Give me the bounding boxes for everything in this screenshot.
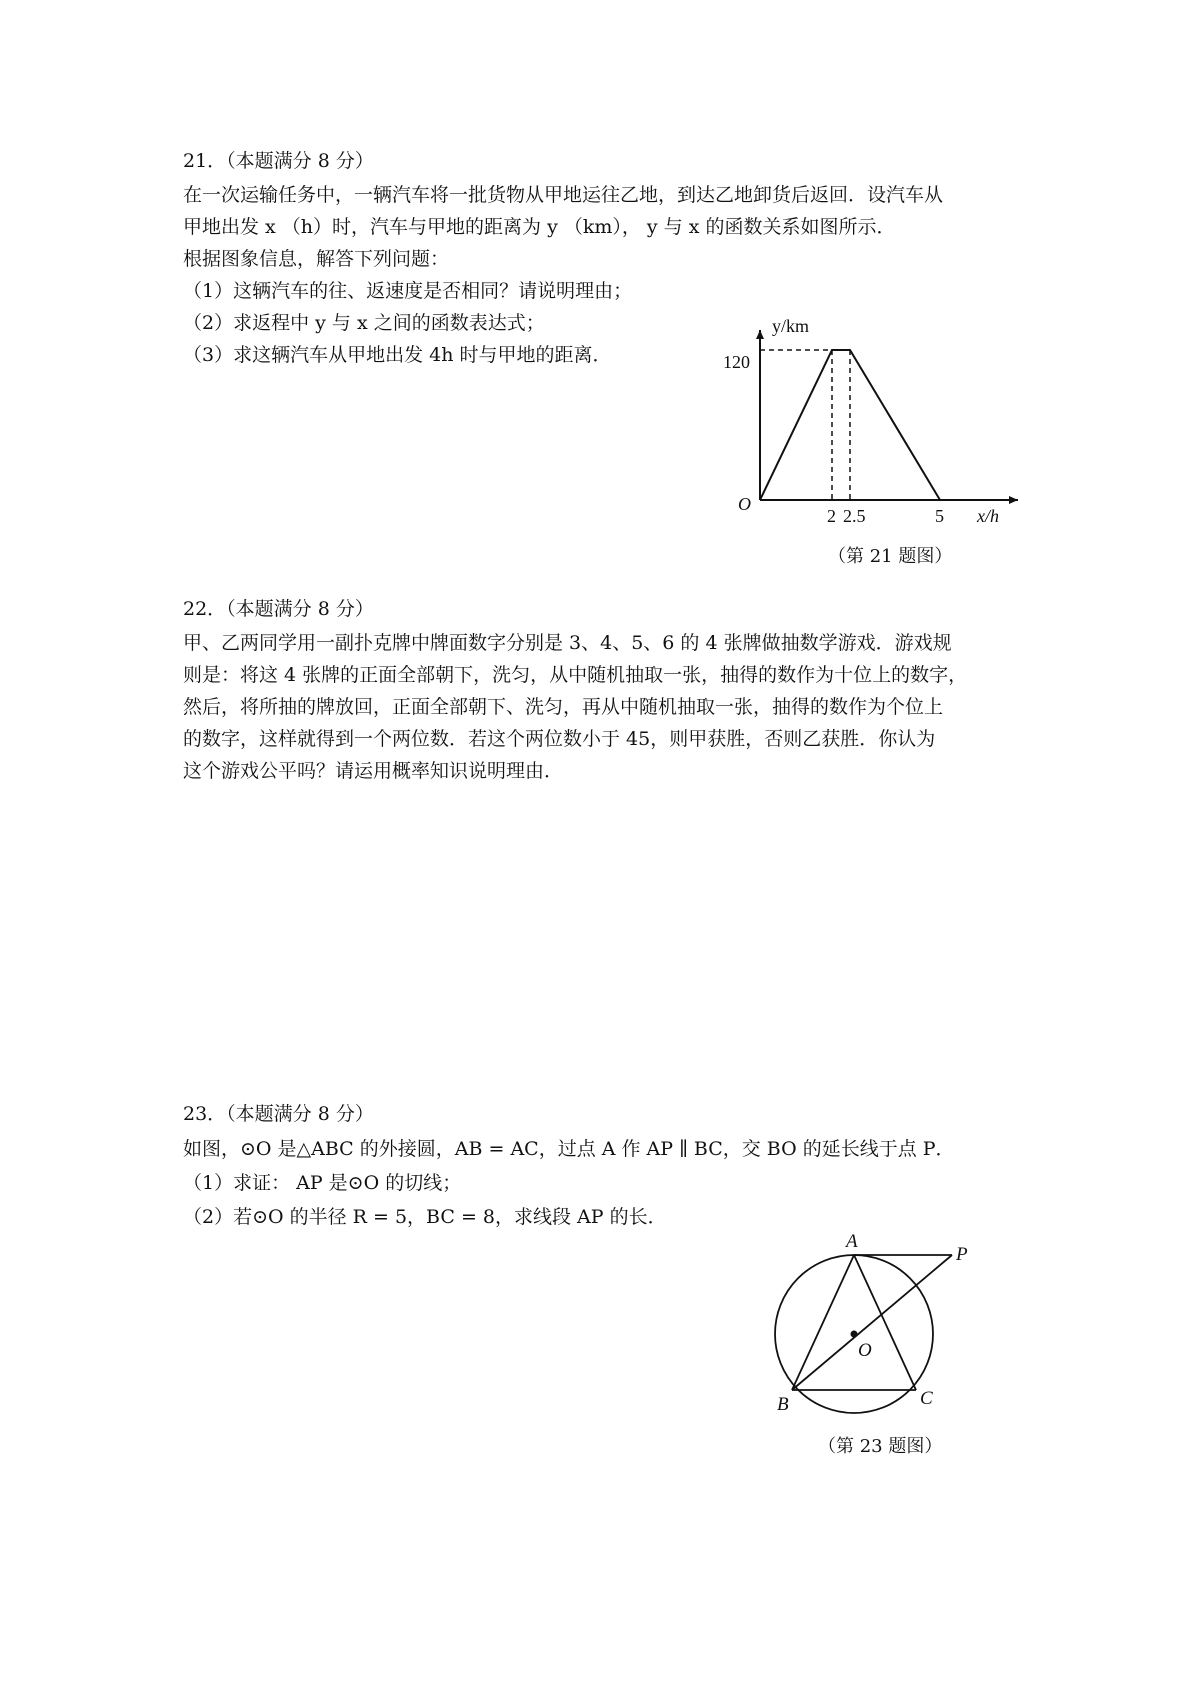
label-b: B: [777, 1394, 789, 1415]
x-tick-label-2: 2: [827, 506, 836, 526]
figure-23-diagram: [760, 1230, 1000, 1420]
question-22-line-5: 这个游戏公平吗？请运用概率知识说明理由．: [183, 760, 564, 782]
question-21-line-3: 根据图象信息，解答下列问题：: [183, 248, 450, 270]
question-21-line-1: 在一次运输任务中，一辆汽车将一批货物从甲地运往乙地，到达乙地卸货后返回．设汽车从: [183, 184, 944, 206]
center-point-o: [851, 1331, 858, 1338]
x-tick-label-2.5: 2.5: [843, 506, 866, 526]
question-23-part-1: （1）求证： AP 是⊙O 的切线；: [183, 1172, 462, 1194]
question-22-heading: 22．（本题满分 8 分）: [183, 598, 374, 620]
question-23-heading: 23．（本题满分 8 分）: [183, 1103, 374, 1125]
question-23-part-2: （2）若⊙O 的半径 R = 5，BC = 8，求线段 AP 的长．: [183, 1206, 667, 1228]
x-tick-label-5: 5: [935, 506, 944, 526]
question-22-line-4: 的数字，这样就得到一个两位数．若这个两位数小于 45，则甲获胜，否则乙获胜．你认为: [183, 728, 936, 750]
label-p: P: [956, 1244, 968, 1265]
question-21-part-3: （3）求这辆汽车从甲地出发 4h 时与甲地的距离．: [183, 344, 612, 366]
question-22-line-2: 则是：将这 4 张牌的正面全部朝下，洗匀，从中随机抽取一张，抽得的数作为十位上的数字，: [183, 664, 968, 686]
label-o: O: [858, 1340, 872, 1361]
question-21-part-2: （2）求返程中 y 与 x 之间的函数表达式；: [183, 312, 545, 334]
x-axis-label: x/h: [977, 506, 999, 526]
question-21-line-2: 甲地出发 x （h）时，汽车与甲地的距离为 y （km）， y 与 x 的函数关系如图所示．: [183, 216, 896, 238]
question-22-line-1: 甲、乙两同学用一副扑克牌中牌面数字分别是 3、4、5、6 的 4 张牌做抽数学游戏．游戏规: [183, 632, 952, 654]
question-21-heading: 21．（本题满分 8 分）: [183, 150, 374, 172]
question-21-part-1: （1）这辆汽车的往、返速度是否相同？请说明理由；: [183, 280, 633, 302]
y-tick-label-120: 120: [723, 352, 750, 372]
figure-21-caption: （第 21 题图）: [828, 546, 953, 567]
label-a: A: [846, 1231, 858, 1252]
y-axis-label: y/km: [772, 316, 810, 336]
dashed-guides: [760, 350, 850, 500]
question-23-line-1: 如图，⊙O 是△ABC 的外接圆，AB = AC，过点 A 作 AP ∥ BC，交 BO 的延长线于点 P．: [183, 1138, 955, 1160]
question-22-line-3: 然后，将所抽的牌放回，正面全部朝下、洗匀，再从中随机抽取一张，抽得的数作为个位上: [183, 696, 944, 718]
label-c: C: [920, 1388, 933, 1409]
figure-21-graph: [700, 310, 1030, 540]
figure-23-caption: （第 23 题图）: [818, 1436, 943, 1457]
origin-label: O: [738, 494, 751, 514]
segment-bp: [792, 1255, 952, 1390]
